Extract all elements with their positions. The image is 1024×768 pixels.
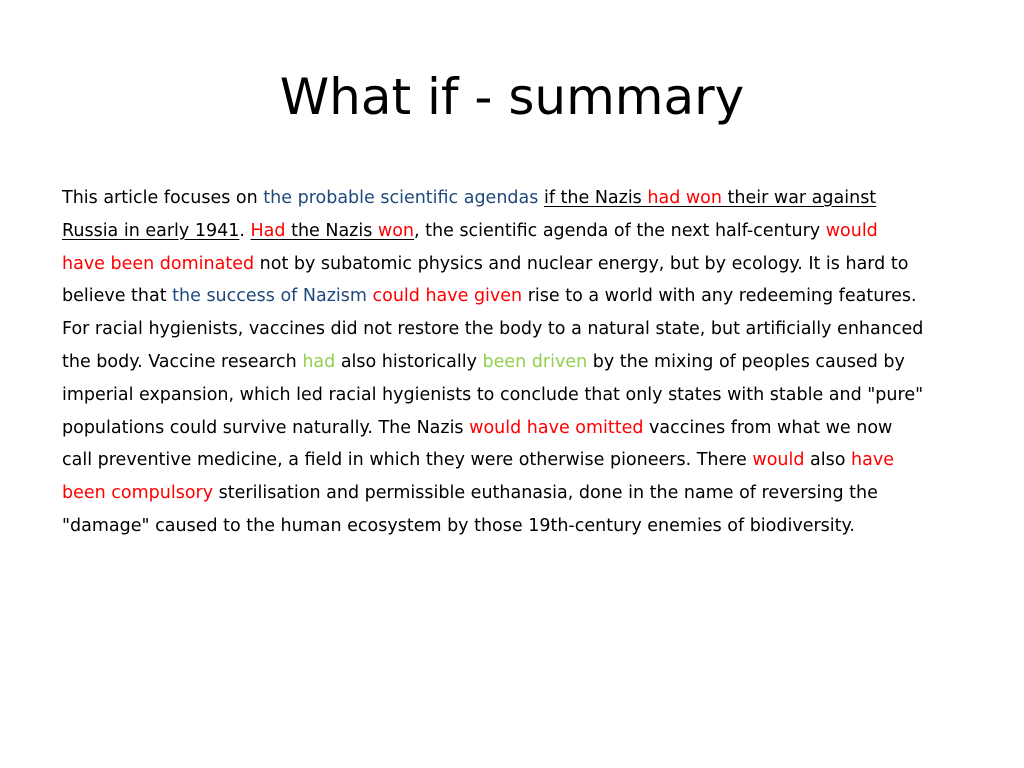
- summary-segment: had: [302, 351, 336, 372]
- summary-segment: by the mixing of peoples caused by imperial expansion, which led racial hygienists to conclude that only states with stable and "pure" populations could survive naturally. The Nazis: [62, 351, 924, 438]
- summary-segment: the Nazis: [291, 220, 378, 241]
- summary-segment: not by subatomic physics and nuclear energy, but by ecology. It is hard to believe that: [62, 253, 909, 307]
- summary-segment: sterilisation and permissible euthanasia, done in the name of reversing the "damage" caused to the human ecosystem by those 19th-century enemies of biodiversity.: [62, 483, 878, 536]
- summary-segment: This article focuses on: [62, 188, 264, 208]
- summary-segment: .: [239, 220, 251, 241]
- summary-segment: been driven: [482, 351, 588, 372]
- summary-segment: , the scientific agenda of the next half-century: [414, 220, 826, 241]
- summary-segment: also historically: [335, 351, 483, 372]
- summary-segment: vaccines from what we now call preventive medicine, a field in which they were otherwise pioneers. There: [62, 417, 893, 471]
- summary-segment: had won: [647, 188, 728, 208]
- summary-segment: the probable scientific agendas: [263, 188, 539, 208]
- summary-segment: would have been dominated: [62, 220, 878, 274]
- summary-paragraph: [62, 182, 924, 543]
- summary-segment: would: [752, 450, 805, 471]
- summary-segment: their war against Russia in early 1941: [62, 188, 877, 241]
- slide-title: What if - summary: [279, 68, 745, 126]
- summary-segment: Had: [250, 220, 292, 241]
- summary-segment: if the Nazis: [543, 188, 648, 208]
- summary-segment: could have given: [372, 286, 523, 307]
- summary-segment: would have omitted: [469, 417, 644, 438]
- summary-segment: have been compulsory: [62, 450, 894, 504]
- summary-segment: rise to a world with any redeeming features. For racial hygienists, vaccines did not restore the body to a natural state, but artificially enhanced the body. Vaccine research: [62, 286, 924, 372]
- summary-segment: the success of Nazism: [172, 286, 367, 307]
- summary-segment: also: [804, 450, 852, 471]
- summary-segment: won: [377, 220, 415, 241]
